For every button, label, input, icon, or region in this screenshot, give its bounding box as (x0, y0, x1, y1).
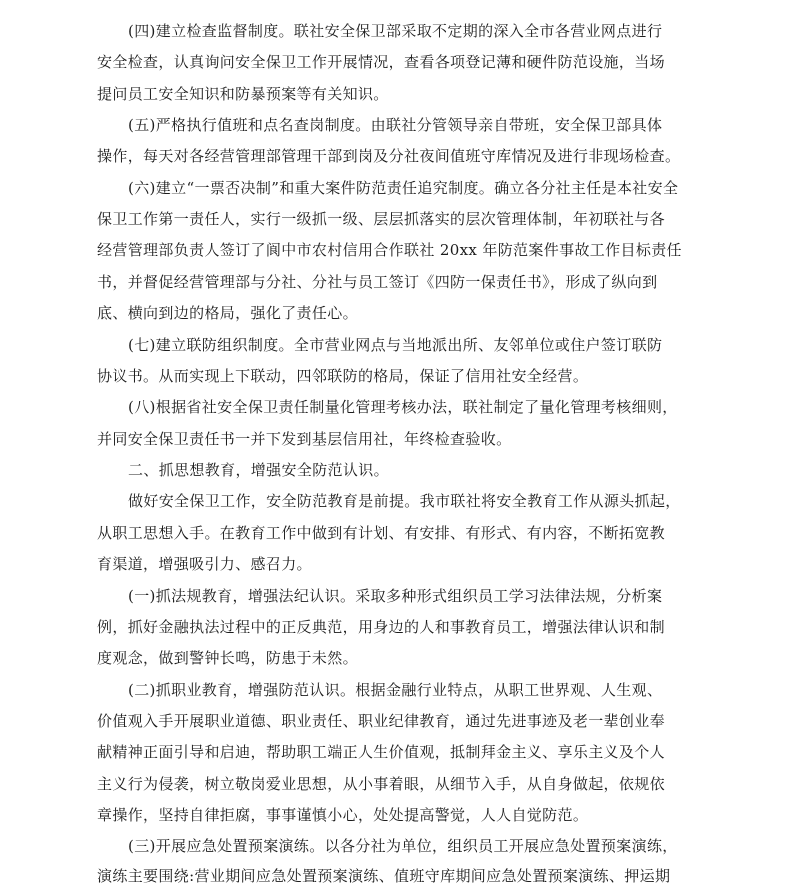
text-line: (三)开展应急处置预案演练。以各分社为单位，组织员工开展应急处置预案演练， (128, 837, 678, 855)
text-line: 保卫工作第一责任人，实行一级抓一级、层层抓落实的层次管理体制，年初联社与各 (97, 210, 665, 228)
text-line: 经营管理部负责人签订了阆中市农村信用合作联社 20xx 年防范案件事故工作目标责任 (97, 241, 682, 259)
text-line: 献精神正面引导和启迪，帮助职工端正人生价值观，抵制拜金主义、享乐主义及个人 (97, 743, 665, 761)
text-line: (七)建立联防组织制度。全市营业网点与当地派出所、友邻单位或住户签订联防 (128, 336, 663, 354)
text-line: 例，抓好金融执法过程中的正反典范，用身边的人和事教育员工，增强法律认识和制 (97, 618, 665, 636)
text-line: 提问员工安全知识和防暴预案等有关知识。 (97, 85, 389, 103)
text-line: (二)抓职业教育，增强防范认识。根据金融行业特点，从职工世界观、人生观、 (128, 681, 663, 699)
text-line: 安全检查，认真询问安全保卫工作开展情况，查看各项登记薄和硬件防范设施，当场 (97, 53, 665, 71)
text-line: 协议书。从而实现上下联动，四邻联防的格局，保证了信用社安全经营。 (97, 367, 589, 385)
text-line: (四)建立检查监督制度。联社安全保卫部采取不定期的深入全市各营业网点进行 (128, 22, 663, 40)
text-line: (五)严格执行值班和点名查岗制度。由联社分管领导亲自带班，安全保卫部具体 (128, 116, 663, 134)
text-line: 二、抓思想教育，增强安全防范认识。 (128, 461, 389, 479)
text-line: 度观念，做到警钟长鸣，防患于未然。 (97, 649, 358, 667)
text-line: 并同安全保卫责任书一并下发到基层信用社，年终检查验收。 (97, 430, 512, 448)
text-line: 操作，每天对各经营管理部管理干部到岗及分社夜间值班守库情况及进行非现场检查。 (97, 147, 681, 165)
text-line: (六)建立“一票否决制”和重大案件防范责任追究制度。确立各分社主任是本社安全 (128, 179, 679, 197)
text-line: 书，并督促经营管理部与分社、分社与员工签订《四防一保责任书》，形成了纵向到 (97, 273, 658, 291)
text-line: 章操作，坚持自律拒腐，事事谨慎小心，处处提高警觉，人人自觉防范。 (97, 806, 589, 824)
text-line: 底、横向到边的格局，强化了责任心。 (97, 304, 358, 322)
text-line: 价值观入手开展职业道德、职业责任、职业纪律教育，通过先进事迹及老一辈创业奉 (97, 712, 665, 730)
text-line: 演练主要围绕:营业期间应急处置预案演练、值班守库期间应急处置预案演练、押运期 (97, 867, 671, 885)
text-line: (一)抓法规教育，增强法纪认识。采取多种形式组织员工学习法律法规，分析案 (128, 587, 663, 605)
text-line: 从职工思想入手。在教育工作中做到有计划、有安排、有形式、有内容，不断拓宽教 (97, 524, 665, 542)
text-line: 主义行为侵袭，树立敬岗爱业思想，从小事着眼，从细节入手，从自身做起，依规依 (97, 775, 665, 793)
text-line: (八)根据省社安全保卫责任制量化管理考核办法，联社制定了量化管理考核细则， (128, 398, 678, 416)
text-line: 育渠道，增强吸引力、感召力。 (97, 555, 312, 573)
text-line: 做好安全保卫工作，安全防范教育是前提。我市联社将安全教育工作从源头抓起， (128, 492, 681, 510)
